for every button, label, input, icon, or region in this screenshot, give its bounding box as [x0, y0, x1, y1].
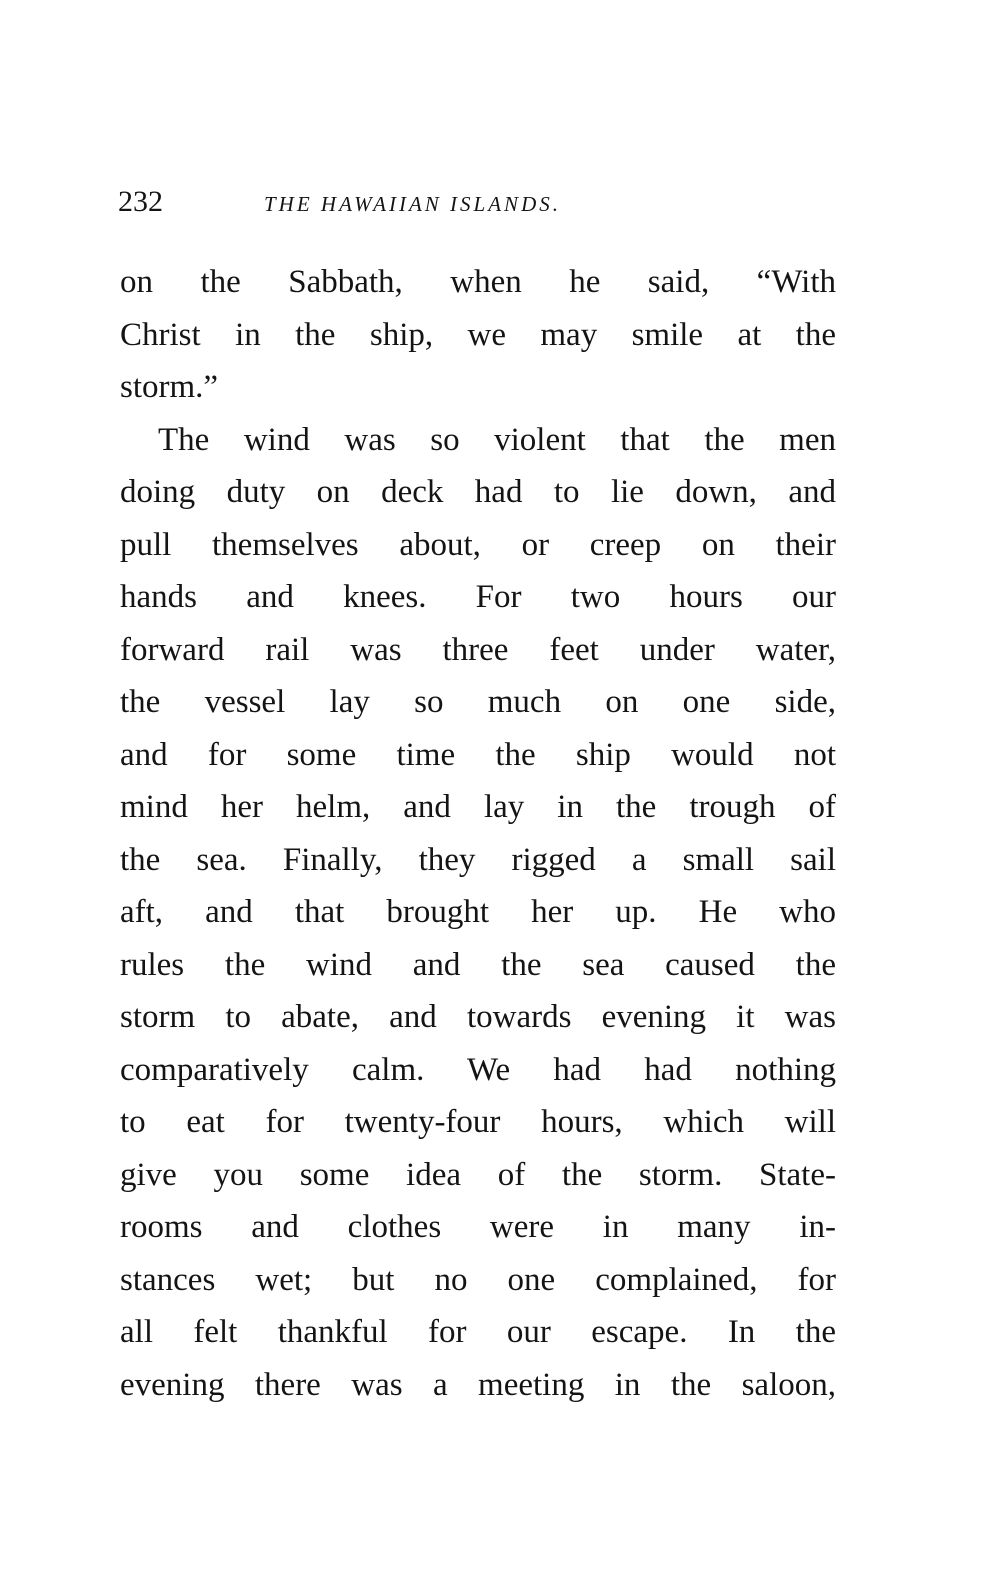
text-line: aft, and that brought her up. He who — [120, 894, 836, 930]
text-line: stances wet; but no one complained, for — [120, 1261, 836, 1298]
text-line: the vessel lay so much on one side, — [120, 684, 836, 720]
text-line: give you some idea of the storm. State- — [120, 1156, 836, 1193]
text-line: mind her helm, and lay in the trough of — [120, 789, 836, 825]
text-line: forward rail was three feet under water, — [120, 631, 836, 668]
text-line: storm to abate, and towards evening it was — [120, 999, 836, 1035]
running-head — [118, 182, 838, 222]
text-line: rules the wind and the sea caused the — [120, 946, 836, 983]
text-line: to eat for twenty-four hours, which will — [120, 1104, 836, 1140]
text-line: The wind was so violent that the men — [158, 421, 836, 458]
text-line: comparatively calm. We had had nothing — [120, 1051, 836, 1088]
text-line: doing duty on deck had to lie down, and — [120, 474, 836, 510]
text-line: Christ in the ship, we may smile at the — [120, 316, 836, 353]
text-line: hands and knees. For two hours our — [120, 579, 836, 615]
body-text — [120, 256, 836, 1411]
text-line: storm.” — [120, 369, 219, 405]
page-number: 232 — [118, 185, 163, 218]
running-title: THE HAWAIIAN ISLANDS. — [264, 192, 561, 216]
text-line: on the Sabbath, when he said, “With — [120, 264, 836, 300]
text-line: rooms and clothes were in many in- — [120, 1209, 836, 1245]
text-line: and for some time the ship would not — [120, 736, 836, 773]
text-line: all felt thankful for our escape. In the — [120, 1314, 836, 1350]
text-line: pull themselves about, or creep on their — [120, 526, 836, 563]
text-line: evening there was a meeting in the saloon, — [120, 1366, 836, 1403]
text-line: the sea. Finally, they rigged a small sail — [120, 841, 836, 878]
